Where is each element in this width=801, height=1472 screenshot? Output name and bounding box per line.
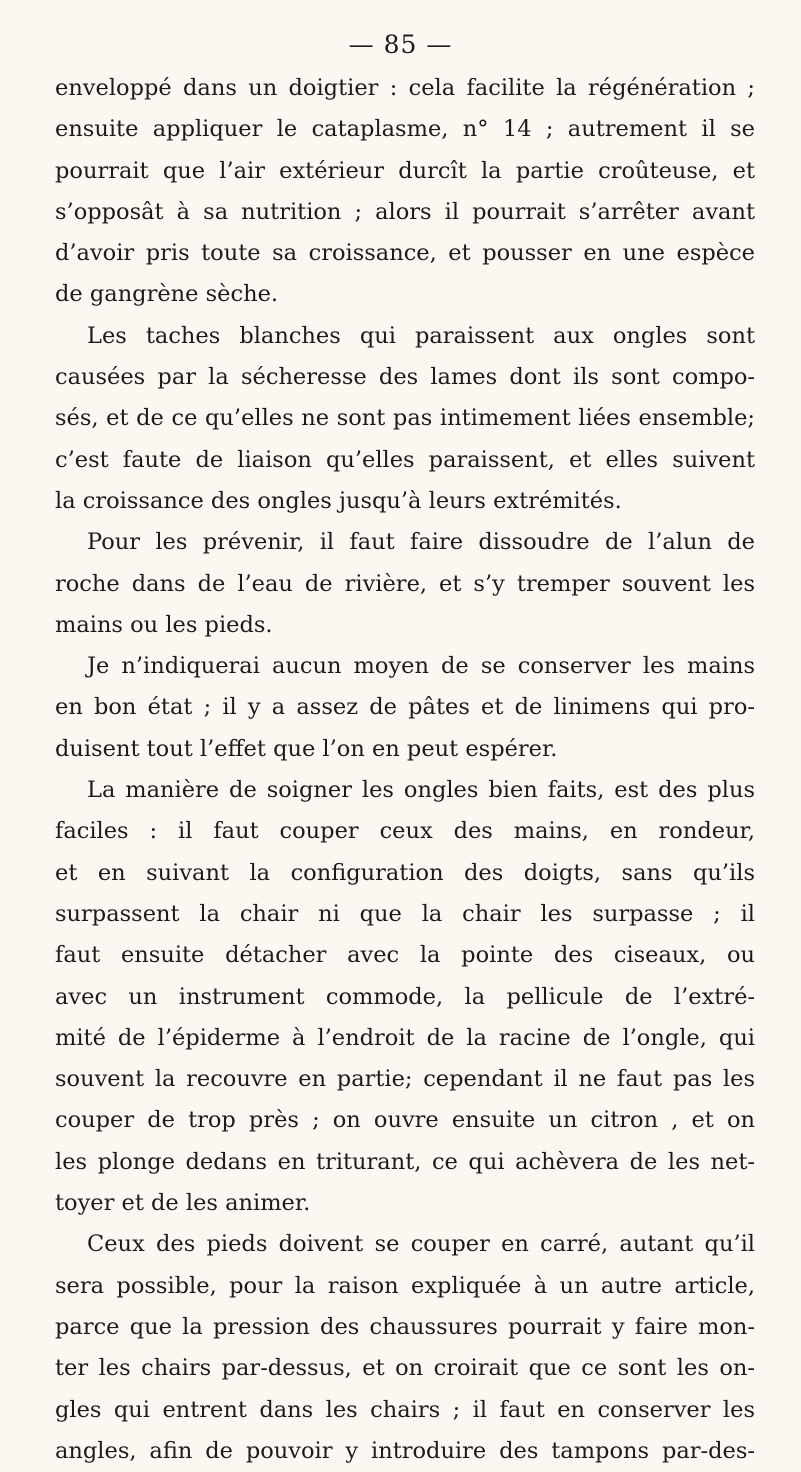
text-line: enveloppé dans un doigtier : cela facilite la régénération ;	[55, 75, 755, 101]
text-line: en bon état ; il y a assez de pâtes et de linimens qui pro-	[55, 694, 755, 721]
text-line: mité de l’épiderme à l’endroit de la racine de l’ongle, qui	[55, 1024, 755, 1051]
text-line: avec un instrument commode, la pellicule de l’extré-	[55, 983, 755, 1010]
text-line: faut ensuite détacher avec la pointe des ciseaux, ou	[55, 942, 755, 969]
paragraph-start-line: Ceux des pieds doivent se couper en carré, autant qu’il	[87, 1231, 755, 1258]
paragraph-start-line: Je n’indiquerai aucun moyen de se conserver les mains	[87, 653, 755, 680]
text-line: et en suivant la configuration des doigts, sans qu’ils	[55, 859, 755, 886]
paragraph-start-line: La manière de soigner les ongles bien faits, est des plus	[87, 777, 755, 804]
text-line: souvent la recouvre en partie; cependant il ne faut pas les	[55, 1066, 755, 1093]
page-number: — 85 —	[348, 30, 453, 59]
text-line: angles, afin de pouvoir y introduire des tampons par-des-	[55, 1437, 755, 1464]
text-line: faciles : il faut couper ceux des mains, en rondeur,	[55, 818, 755, 845]
text-line: sera possible, pour la raison expliquée à un autre article,	[55, 1272, 755, 1299]
text-line: sés, et de ce qu’elles ne sont pas intimement liées ensemble;	[55, 405, 755, 432]
text-line: de gangrène sèche.	[55, 281, 279, 308]
text-line: toyer et de les animer.	[55, 1190, 311, 1217]
text-line: gles qui entrent dans les chairs ; il faut en conserver les	[55, 1396, 755, 1423]
text-line: surpassent la chair ni que la chair les surpasse ; il	[55, 900, 755, 927]
text-line: ter les chairs par-dessus, et on croirait que ce sont les on-	[55, 1355, 755, 1382]
text-line: c’est faute de liaison qu’elles paraissent, et elles suivent	[55, 446, 755, 473]
text-line: d’avoir pris toute sa croissance, et pousser en une espèce	[55, 240, 755, 267]
paragraph-start-line: Pour les prévenir, il faut faire dissoudre de l’alun de	[87, 529, 755, 556]
text-line: mains ou les pieds.	[55, 611, 273, 638]
text-line: les plonge dedans en triturant, ce qui achèvera de les net-	[55, 1148, 755, 1175]
text-line: ensuite appliquer le cataplasme, n° 14 ; autrement il se	[55, 116, 755, 143]
text-line: roche dans de l’eau de rivière, et s’y tremper souvent les	[55, 570, 755, 597]
body-text	[55, 68, 755, 1472]
paragraph-start-line: Les taches blanches qui paraissent aux ongles sont	[87, 322, 755, 349]
text-line: la croissance des ongles jusqu’à leurs extrémités.	[55, 487, 622, 514]
text-line: causées par la sécheresse des lames dont ils sont compo-	[55, 364, 755, 391]
text-line: pourrait que l’air extérieur durcît la partie croûteuse, et	[55, 157, 755, 184]
text-line: s’opposât à sa nutrition ; alors il pourrait s’arrêter avant	[55, 198, 755, 225]
text-line: duisent tout l’effet que l’on en peut espérer.	[55, 735, 558, 762]
text-line: parce que la pression des chaussures pourrait y faire mon-	[55, 1313, 755, 1340]
text-line: couper de trop près ; on ouvre ensuite un citron , et on	[55, 1107, 755, 1134]
